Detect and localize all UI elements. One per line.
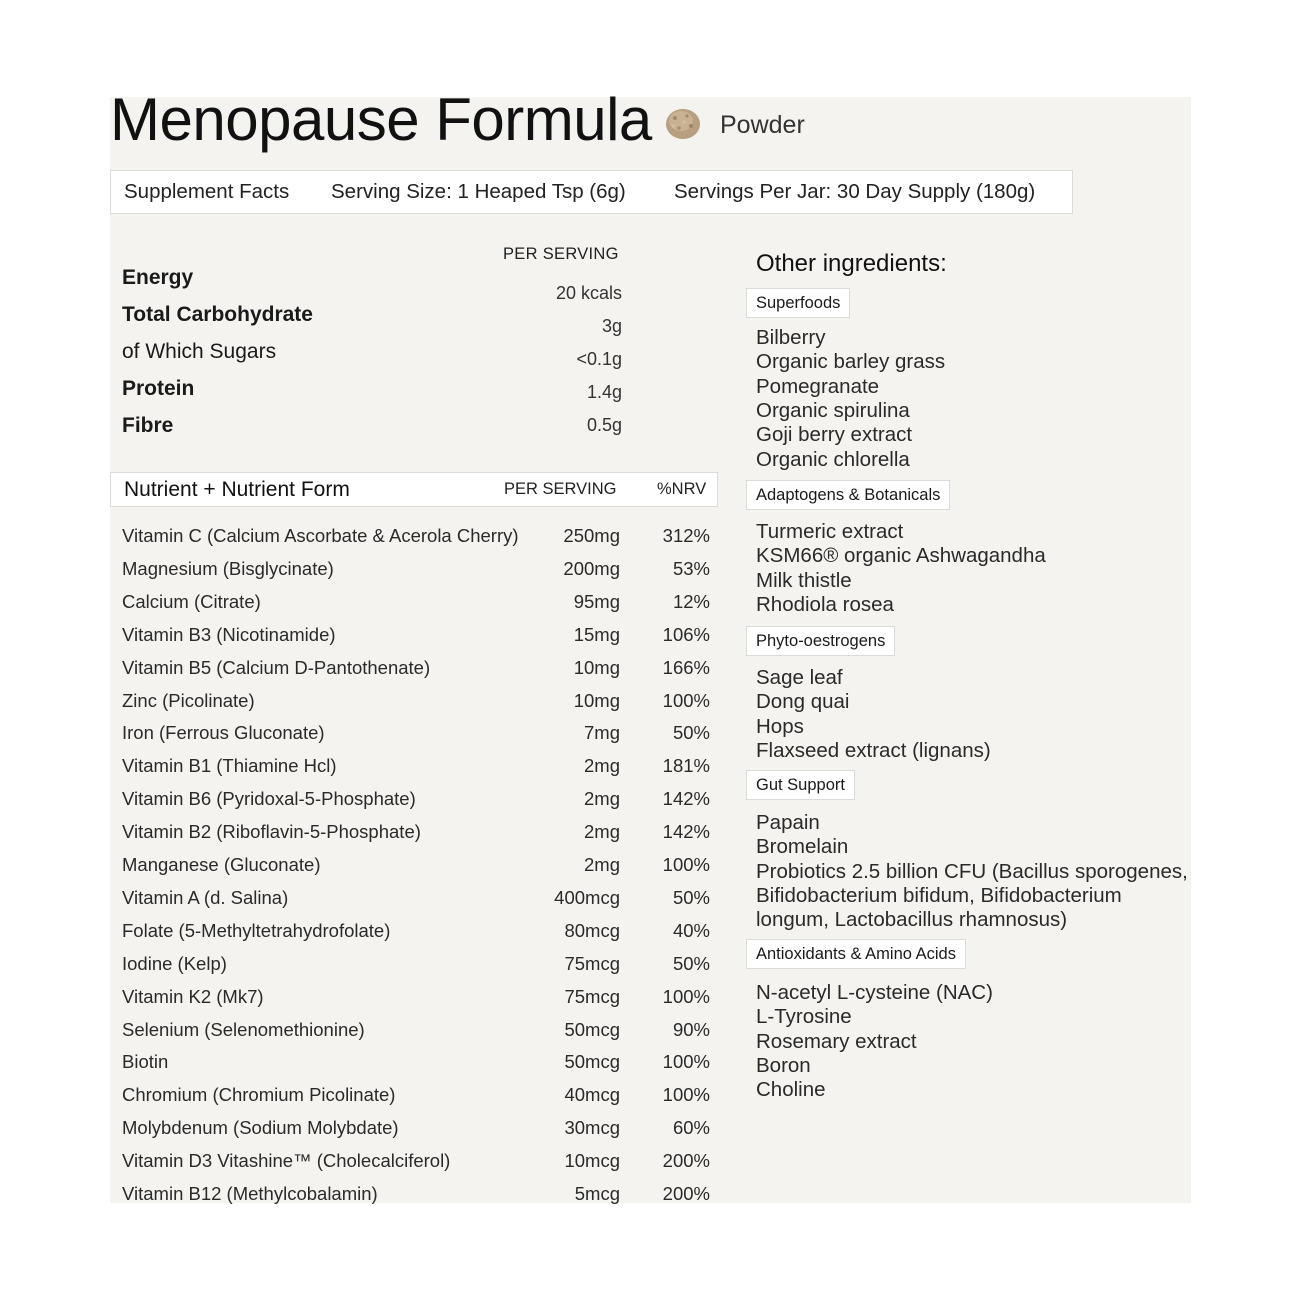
nutrient-nrv: 100% (662, 985, 710, 1007)
nutrient-nrv: 181% (662, 755, 710, 777)
table-row (122, 1045, 710, 1078)
ingredient-item: Probiotics 2.5 billion CFU (Bacillus sporogenes, (756, 859, 1188, 883)
table-row (122, 519, 710, 552)
ingredient-item: L-Tyrosine (756, 1005, 852, 1029)
nutrient-amount: 95mg (573, 590, 620, 612)
category-tag: Antioxidants & Amino Acids (746, 939, 966, 969)
nutrient-amount: 250mg (563, 525, 620, 546)
table-row (122, 947, 710, 980)
product-title: Menopause Formula (110, 86, 652, 153)
nutrient-nrv: 312% (662, 525, 710, 546)
nutrient-amount: 10mg (573, 656, 620, 678)
nutrient-amount: 400mcg (554, 886, 620, 908)
nutrient-amount: 50mcg (564, 1018, 620, 1040)
nutrient-nrv: 90% (672, 1018, 710, 1040)
nutrient-nrv: 142% (662, 788, 710, 810)
table-row (122, 782, 710, 815)
nutrient-nrv: 100% (662, 1051, 710, 1073)
ingredient-item: Bromelain (756, 835, 849, 859)
ingredient-item: Rhodiola rosea (756, 592, 894, 616)
nutrient-name: Vitamin K2 (Mk7) (122, 985, 264, 1007)
category-tag: Gut Support (746, 770, 855, 800)
ingredient-item: Sage leaf (756, 666, 843, 689)
serving-size: Serving Size: 1 Heaped Tsp (6g) (331, 180, 626, 203)
nutrient-nrv: 40% (672, 919, 710, 941)
nutrient-name: Vitamin A (d. Salina) (122, 886, 289, 908)
energy-row-value: 3g (601, 316, 622, 336)
nutrient-name: Manganese (Gluconate) (122, 854, 321, 875)
table-row (122, 980, 710, 1013)
ingredient-item: Bifidobacterium bifidum, Bifidobacterium (756, 883, 1122, 907)
ingredient-item: Turmeric extract (756, 520, 904, 543)
nutrient-amount: 10mcg (564, 1150, 620, 1172)
energy-row-value: 20 kcals (555, 283, 622, 303)
table-row (122, 651, 710, 684)
category-tag: Adaptogens & Botanicals (746, 480, 950, 510)
energy-row-value: <0.1g (576, 349, 622, 369)
energy-row-label: Energy (122, 266, 194, 289)
nutrient-name: Vitamin B2 (Riboflavin-5-Phosphate) (122, 821, 421, 843)
table-row (122, 815, 710, 848)
amount-column-header: PER SERVING (504, 480, 617, 498)
table-row (122, 881, 710, 914)
table-row (122, 1078, 710, 1111)
energy-row-value: 1.4g (586, 382, 622, 402)
supplement-facts-label: Supplement Facts (124, 180, 290, 203)
nutrient-name: Selenium (Selenomethionine) (122, 1018, 365, 1040)
nutrient-name: Calcium (Citrate) (122, 590, 261, 612)
nutrient-amount: 15mg (573, 623, 620, 645)
nutrient-amount: 75mcg (564, 952, 620, 974)
ingredient-item: Organic barley grass (756, 350, 946, 374)
nutrient-nrv: 166% (662, 656, 710, 678)
nutrient-name: Vitamin C (Calcium Ascorbate & Acerola Cherry) (122, 525, 519, 546)
nutrient-amount: 80mcg (564, 919, 620, 941)
table-row (122, 914, 710, 947)
ingredient-item: Organic spirulina (756, 398, 910, 422)
nutrient-name: Zinc (Picolinate) (122, 689, 255, 711)
ingredient-item: N-acetyl L-cysteine (NAC) (756, 981, 993, 1004)
nutrient-nrv: 142% (662, 821, 710, 843)
category-tag: Phyto-oestrogens (746, 626, 895, 656)
nutrient-amount: 2mg (584, 854, 620, 875)
nutrient-nrv: 50% (672, 722, 710, 744)
nutrient-name: Iron (Ferrous Gluconate) (122, 722, 325, 744)
nutrient-nrv: 100% (662, 1084, 710, 1106)
nutrient-amount: 5mcg (574, 1183, 620, 1204)
nutrient-name: Vitamin B1 (Thiamine Hcl) (122, 755, 337, 777)
energy-column-header: PER SERVING (503, 245, 619, 263)
nutrient-name: Vitamin B6 (Pyridoxal-5-Phosphate) (122, 788, 416, 810)
nutrient-name: Molybdenum (Sodium Molybdate) (122, 1117, 399, 1139)
nutrient-amount: 50mcg (564, 1051, 620, 1073)
nutrient-name: Vitamin B12 (Methylcobalamin) (122, 1183, 378, 1204)
nrv-column-header: %NRV (657, 480, 707, 498)
energy-row-label: of Which Sugars (122, 340, 277, 363)
table-row (122, 749, 710, 782)
ingredient-item: Milk thistle (756, 568, 852, 592)
nutrient-nrv: 12% (672, 590, 710, 612)
ingredient-item: KSM66® organic Ashwagandha (756, 544, 1046, 568)
nutrient-amount: 30mcg (564, 1117, 620, 1139)
nutrient-nrv: 60% (672, 1117, 710, 1139)
nutrient-nrv: 100% (662, 854, 710, 875)
energy-row-label: Protein (122, 377, 195, 400)
nutrient-nrv: 100% (662, 689, 710, 711)
ingredient-item: Boron (756, 1053, 811, 1077)
nutrient-column-header: Nutrient + Nutrient Form (124, 478, 350, 501)
servings-per-jar: Servings Per Jar: 30 Day Supply (180g) (674, 180, 1036, 203)
ingredient-item: Pomegranate (756, 374, 880, 398)
table-row (122, 716, 710, 749)
ingredient-item: Goji berry extract (756, 423, 913, 447)
ingredient-item: Dong quai (756, 690, 850, 714)
table-row (122, 1111, 710, 1144)
table-row (122, 552, 710, 585)
nutrient-name: Chromium (Chromium Picolinate) (122, 1084, 396, 1106)
energy-row-label: Total Carbohydrate (122, 303, 313, 326)
nutrient-nrv: 200% (662, 1183, 710, 1204)
ingredient-item: Bilberry (756, 326, 826, 349)
product-form-label: Powder (720, 111, 805, 139)
nutrient-name: Magnesium (Bisglycinate) (122, 557, 334, 579)
nutrient-name: Vitamin B5 (Calcium D-Pantothenate) (122, 656, 431, 678)
nutrient-nrv: 200% (662, 1150, 710, 1172)
nutrient-amount: 2mg (584, 788, 620, 810)
nutrient-amount: 2mg (584, 821, 620, 843)
ingredient-item: longum, Lactobacillus rhamnosus) (756, 908, 1068, 932)
table-row (122, 848, 710, 881)
table-row (122, 1177, 710, 1210)
ingredient-item: Choline (756, 1078, 826, 1102)
other-ingredients-title: Other ingredients: (756, 250, 947, 277)
nutrient-name: Folate (5-Methyltetrahydrofolate) (122, 919, 391, 941)
category-tag: Superfoods (746, 288, 850, 318)
table-row (122, 684, 710, 717)
nutrient-amount: 2mg (584, 755, 620, 777)
table-row (122, 1144, 710, 1177)
nutrient-table-header (110, 472, 718, 507)
ingredient-item: Hops (756, 714, 804, 738)
energy-row-label: Fibre (122, 414, 174, 437)
nutrient-amount: 200mg (563, 557, 620, 579)
table-row (122, 618, 710, 651)
energy-row-value: 0.5g (586, 415, 622, 435)
ingredient-item: Papain (756, 811, 820, 834)
nutrient-name: Vitamin D3 Vitashine™ (Cholecalciferol) (122, 1150, 451, 1172)
nutrient-amount: 7mg (584, 722, 620, 744)
nutrient-amount: 40mcg (564, 1084, 620, 1106)
nutrient-amount: 10mg (573, 689, 620, 711)
ingredient-item: Flaxseed extract (lignans) (756, 738, 991, 762)
nutrient-nrv: 106% (662, 623, 710, 645)
nutrient-nrv: 50% (672, 886, 710, 908)
nutrient-nrv: 53% (672, 557, 710, 579)
ingredient-item: Organic chlorella (756, 447, 910, 471)
nutrient-name: Biotin (122, 1051, 169, 1073)
table-row (122, 585, 710, 618)
nutrient-nrv: 50% (672, 952, 710, 974)
ingredient-item: Rosemary extract (756, 1029, 917, 1053)
nutrient-name: Vitamin B3 (Nicotinamide) (122, 623, 336, 645)
table-row (122, 1013, 710, 1046)
nutrient-name: Iodine (Kelp) (122, 952, 227, 974)
powder-pile-icon (665, 106, 701, 140)
nutrient-amount: 75mcg (564, 985, 620, 1007)
supplement-facts-bar (110, 170, 1073, 214)
